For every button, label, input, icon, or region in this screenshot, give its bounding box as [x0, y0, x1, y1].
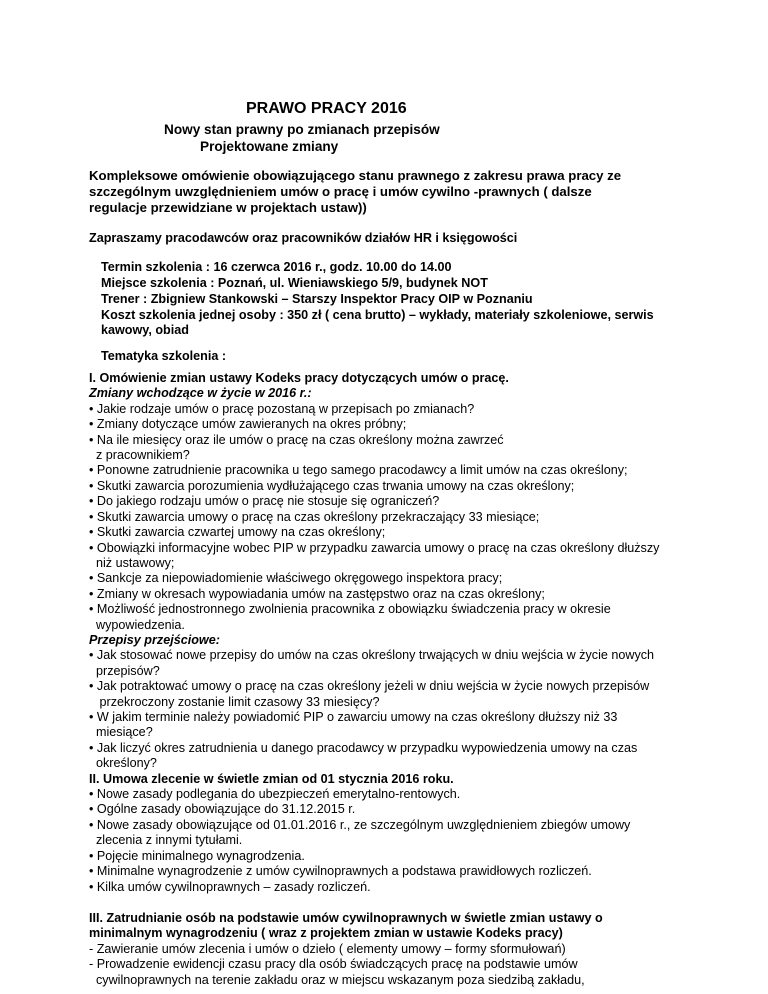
document-subtitle-2: Projektowane zmiany [200, 139, 339, 154]
list-item: określony? [89, 756, 157, 770]
list-item: przepisów? [89, 664, 160, 678]
list-item: • Możliwość jednostronnego zwolnienia pracownika z obowiązku świadczenia pracy w okresie [89, 602, 611, 616]
list-item: • W jakim terminie należy powiadomić PIP o zawarciu umowy na czas określony dłuższy niż 33 [89, 710, 618, 724]
detail-date: Termin szkolenia : 16 czerwca 2016 r., godz. 10.00 do 14.00 [101, 260, 452, 274]
document-title: PRAWO PRACY 2016 [246, 100, 407, 117]
list-item: niż ustawowy; [89, 556, 175, 570]
list-item: • Skutki zawarcia czwartej umowy na czas określony; [89, 525, 386, 539]
topics-label: Tematyka szkolenia : [101, 349, 227, 363]
intro-line: regulacje przewidziane w projektach ustaw)) [89, 200, 367, 215]
list-item: • Minimalne wynagrodzenie z umów cywilnoprawnych a podstawa prawidłowych rozliczeń. [89, 864, 592, 878]
list-item: - Prowadzenie ewidencji czasu pracy dla osób świadczących pracę na podstawie umów [89, 957, 578, 971]
list-item: zlecenia z innymi tytułami. [89, 833, 243, 847]
list-item: - Zawieranie umów zlecenia i umów o dzieło ( elementy umowy – formy sformułowań) [89, 942, 566, 956]
detail-cost-cont: kawowy, obiad [101, 323, 189, 337]
list-item: • Jak liczyć okres zatrudnienia u danego pracodawcy w przypadku wypowiedzenia umowy na czas [89, 741, 638, 755]
list-item: • Nowe zasady podlegania do ubezpieczeń emerytalno-rentowych. [89, 787, 461, 801]
section-1-subheading-b: Przepisy przejściowe: [89, 633, 220, 647]
document-subtitle-1: Nowy stan prawny po zmianach przepisów [164, 122, 440, 137]
list-item: przekroczony zostanie limit czasowy 33 miesięcy? [89, 695, 380, 709]
list-item: z pracownikiem? [89, 448, 190, 462]
invitation-text: Zapraszamy pracodawców oraz pracowników działów HR i księgowości [89, 231, 518, 245]
section-3-heading: minimalnym wynagrodzeniu ( wraz z projektem zmian w ustawie Kodeks pracy) [89, 926, 563, 940]
list-item: • Zmiany dotyczące umów zawieranych na okres próbny; [89, 417, 407, 431]
list-item: • Ponowne zatrudnienie pracownika u tego samego pracodawcy a limit umów na czas określony; [89, 463, 628, 477]
list-item: • Skutki zawarcia porozumienia wydłużającego czas trwania umowy na czas określony; [89, 479, 575, 493]
list-item: wypowiedzenia. [89, 618, 185, 632]
list-item: • Jakie rodzaje umów o pracę pozostaną w przepisach po zmianach? [89, 402, 475, 416]
section-3-heading: III. Zatrudnianie osób na podstawie umów cywilnoprawnych w świetle zmian ustawy o [89, 911, 603, 925]
list-item: • Skutki zawarcia umowy o pracę na czas określony przekraczający 33 miesiące; [89, 510, 540, 524]
list-item: • Na ile miesięcy oraz ile umów o pracę na czas określony można zawrzeć [89, 433, 504, 447]
list-item: • Jak potraktować umowy o pracę na czas określony jeżeli w dniu wejścia w życie nowych przepisów [89, 679, 650, 693]
list-item: • Nowe zasady obowiązujące od 01.01.2016 r., ze szczególnym uwzględnieniem zbiegów umowy [89, 818, 631, 832]
intro-line: Kompleksowe omówienie obowiązującego stanu prawnego z zakresu prawa pracy ze [89, 168, 622, 183]
intro-line: szczególnym uwzględnieniem umów o pracę i umów cywilno -prawnych ( dalsze [89, 184, 592, 199]
section-2-heading: II. Umowa zlecenie w świetle zmian od 01 stycznia 2016 roku. [89, 772, 454, 786]
list-item: • Zmiany w okresach wypowiadania umów na zastępstwo oraz na czas określony; [89, 587, 545, 601]
list-item: • Obowiązki informacyjne wobec PIP w przypadku zawarcia umowy o pracę na czas określony dłuższy [89, 541, 660, 555]
detail-place: Miejsce szkolenia : Poznań, ul. Wieniawskiego 5/9, budynek NOT [101, 276, 488, 290]
list-item: • Pojęcie minimalnego wynagrodzenia. [89, 849, 305, 863]
detail-cost: Koszt szkolenia jednej osoby : 350 zł ( cena brutto) – wykłady, materiały szkoleniowe, serwis [101, 308, 654, 322]
detail-trainer: Trener : Zbigniew Stankowski – Starszy Inspektor Pracy OIP w Poznaniu [101, 292, 533, 306]
section-1-heading: I. Omówienie zmian ustawy Kodeks pracy dotyczących umów o pracę. [89, 371, 509, 385]
list-item: • Do jakiego rodzaju umów o pracę nie stosuje się ograniczeń? [89, 494, 440, 508]
list-item: • Ogólne zasady obowiązujące do 31.12.2015 r. [89, 802, 356, 816]
list-item: cywilnoprawnych na terenie zakładu oraz w miejscu wskazanym poza siedzibą zakładu, [89, 973, 585, 987]
list-item: • Kilka umów cywilnoprawnych – zasady rozliczeń. [89, 880, 371, 894]
list-item: • Sankcje za niepowiadomienie właściwego okręgowego inspektora pracy; [89, 571, 503, 585]
list-item: • Jak stosować nowe przepisy do umów na czas określony trwających w dniu wejścia w życie nowych [89, 648, 655, 662]
list-item: miesiące? [89, 725, 153, 739]
section-1-subheading-a: Zmiany wchodzące w życie w 2016 r.: [89, 386, 312, 400]
